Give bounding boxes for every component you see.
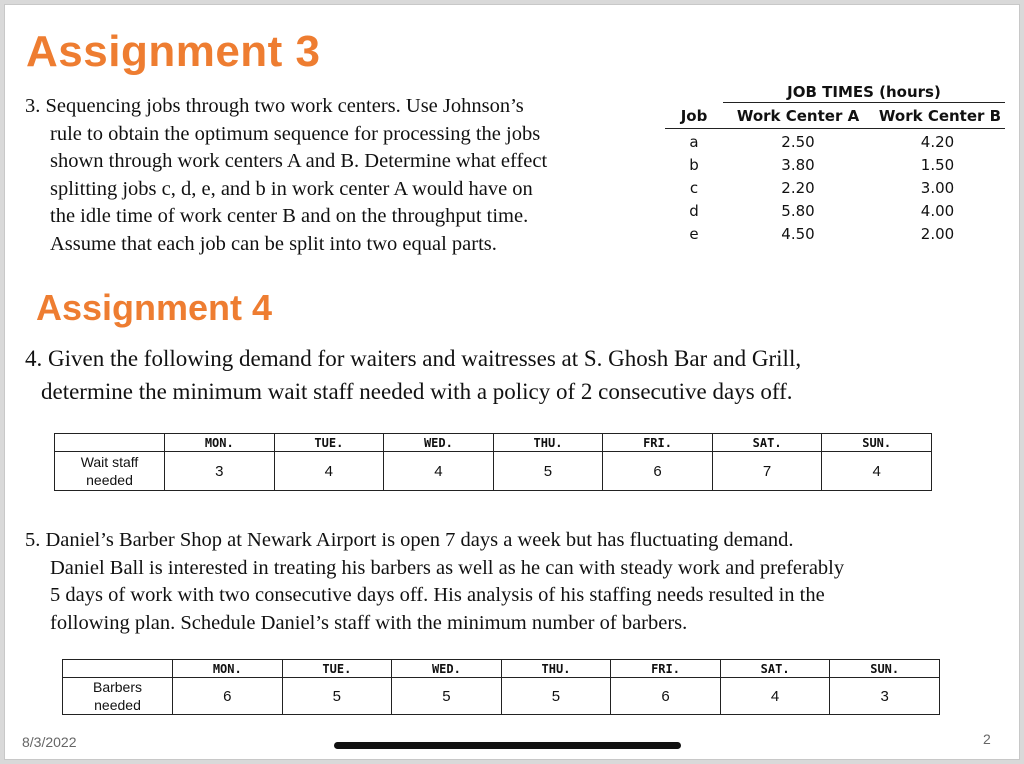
problem-4-line: determine the minimum wait staff needed with a policy of 2 consecutive days off. [41,379,793,404]
staff-count-cell: 4 [822,452,932,491]
header-divider [665,128,1005,129]
row-label-line: Barbers [92,679,143,695]
job-id: a [689,133,699,151]
day-header: FRI. [603,434,713,452]
footer-date: 8/3/2022 [22,734,77,750]
table-row [665,179,1005,202]
day-header: THU. [493,434,603,452]
barber-count-cell: 4 [720,678,830,715]
problem-3-line: the idle time of work center B and on the throughput time. [50,205,529,227]
staff-count-cell: 6 [603,452,713,491]
barber-count-cell: 6 [173,678,283,715]
job-id: b [689,156,699,174]
job-id: c [689,179,699,197]
table-header-row [55,434,932,452]
problem-3-line: rule to obtain the optimum sequence for processing the jobs [50,122,541,145]
staff-count-cell: 3 [165,452,275,491]
table-row [665,156,1005,179]
work-center-a-time: 2.50 [781,133,815,151]
barber-count-cell: 5 [501,678,611,715]
page-number: 2 [983,731,991,747]
work-center-b-time: 3.00 [920,179,955,197]
job-times-group-header: JOB TIMES (hours) [723,83,1005,103]
day-header: FRI. [611,660,721,678]
day-header: SAT. [712,434,822,452]
job-column-header: Job [680,107,708,125]
job-id: e [689,225,699,243]
day-header: MON. [173,660,283,678]
work-center-a-time: 3.80 [781,156,815,174]
table-row [63,678,940,715]
wait-staff-table [54,433,932,491]
problem-3-line: shown through work centers A and B. Determine what effect [50,150,548,172]
problem-4-line: 4. Given the following demand for waiters and waitresses at S. Ghosh Bar and Grill, [25,346,802,371]
barber-count-cell: 6 [611,678,721,715]
work-center-a-time: 2.20 [781,179,815,197]
work-center-b-time: 1.50 [920,156,955,174]
problem-3-line: 3. Sequencing jobs through two work centers. Use Johnson’s [25,95,524,117]
problem-5-line: Daniel Ball is interested in treating his barbers as well as he can with steady work and preferably [50,556,845,579]
horizontal-scrollbar[interactable] [334,742,681,749]
work-center-b-time: 4.20 [920,133,955,151]
problem-5-line: 5. Daniel’s Barber Shop at Newark Airport is open 7 days a week but has fluctuating demand. [25,529,794,551]
staff-count-cell: 4 [384,452,494,491]
table-row [55,452,932,491]
row-label-line: Wait staff [80,454,139,470]
work-center-a-header: Work Center A [736,107,860,125]
work-center-a-time: 5.80 [781,202,815,220]
barber-count-cell: 3 [830,678,940,715]
day-header: SUN. [822,434,932,452]
problem-3-line: Assume that each job can be split into two equal parts. [50,232,497,255]
row-label-line: needed [86,472,133,488]
row-label [63,678,173,715]
empty-header-cell [63,660,173,678]
day-header: THU. [501,660,611,678]
table-row [665,202,1005,225]
problem-5-line: following plan. Schedule Daniel’s staff with the minimum number of barbers. [50,611,688,634]
table-row [665,133,1005,156]
problem-5-text [25,527,844,637]
table-header-row [63,660,940,678]
assignment-4-title: Assignment 4 [36,287,273,328]
work-center-b-header: Work Center B [878,107,1002,125]
work-center-b-time: 4.00 [920,202,955,220]
day-header: WED. [392,660,502,678]
day-header: TUE. [274,434,384,452]
barbers-table [62,659,940,715]
work-center-b-time: 2.00 [920,225,955,243]
barber-count-cell: 5 [392,678,502,715]
day-header: TUE. [282,660,392,678]
table-row [665,225,1005,248]
day-header: MON. [165,434,275,452]
problem-5-line: 5 days of work with two consecutive days off. His analysis of his staffing needs resulted in the [50,584,825,606]
row-label-line: needed [94,697,141,713]
row-label [55,452,165,491]
slide [4,4,1020,760]
barber-count-cell: 5 [282,678,392,715]
problem-4-text [25,342,801,408]
assignment-3-title: Assignment 3 [26,27,321,76]
empty-header-cell [55,434,165,452]
job-id: d [689,202,699,220]
day-header: WED. [384,434,494,452]
work-center-a-time: 4.50 [781,225,815,243]
staff-count-cell: 7 [712,452,822,491]
staff-count-cell: 4 [274,452,384,491]
problem-3-line: splitting jobs c, d, e, and b in work center A would have on [50,177,533,200]
staff-count-cell: 5 [493,452,603,491]
day-header: SUN. [830,660,940,678]
problem-3-text [25,93,547,258]
day-header: SAT. [720,660,830,678]
